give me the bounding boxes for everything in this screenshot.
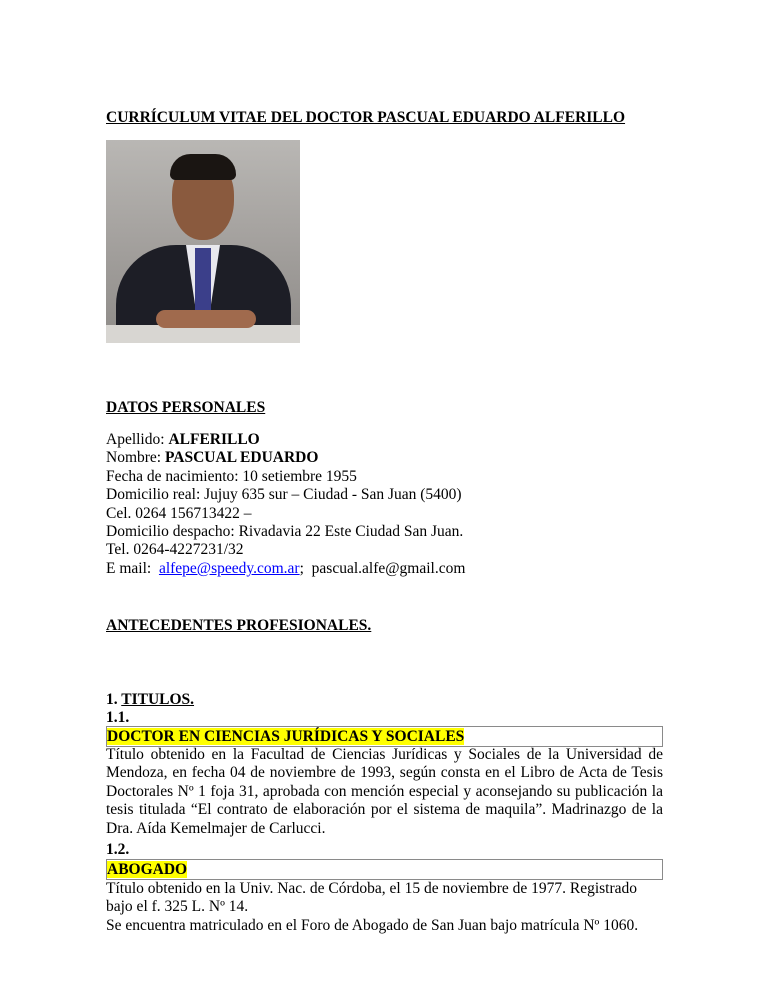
telephone: Tel. 0264-4227231/32 — [106, 541, 244, 559]
personal-data-block — [106, 431, 663, 578]
titulos-heading: 1. TITULOS. — [106, 691, 195, 708]
office-address: Domicilio despacho: Rivadavia 22 Este Ciudad San Juan. — [106, 523, 464, 541]
abogado-matricula: Se encuentra matriculado en el Foro de Abogado de San Juan bajo matrícula Nº 1060. — [106, 916, 639, 934]
section-number-1-1: 1.1. — [106, 709, 130, 726]
doctor-title-box — [106, 726, 663, 747]
section-number-1-2: 1.2. — [106, 841, 130, 858]
abogado-body: Título obtenido en la Univ. Nac. de Córdoba, el 15 de noviembre de 1977. Registrado bajo el f. 325 L. Nº 14. — [106, 880, 638, 916]
doctor-title: DOCTOR EN CIENCIAS JURÍDICAS Y SOCIALES — [107, 728, 465, 745]
cell-phone: Cel. 0264 156713422 – — [106, 504, 252, 522]
apellido-line: Apellido: ALFERILLO — [106, 431, 260, 448]
email-link[interactable]: alfepe@speedy.com.ar — [158, 559, 300, 577]
document-title: CURRÍCULUM VITAE DEL DOCTOR PASCUAL EDUARDO ALFERILLO — [106, 109, 626, 126]
abogado-description — [106, 880, 663, 935]
email-line: E mail: alfepe@speedy.com.ar; pascual.alfe@gmail.com — [106, 559, 466, 577]
antecedentes-heading: ANTECEDENTES PROFESIONALES. — [106, 617, 372, 634]
birth-date: Fecha de nacimiento: 10 setiembre 1955 — [106, 467, 357, 485]
nombre-line: Nombre: PASCUAL EDUARDO — [106, 449, 319, 467]
abogado-title: ABOGADO — [107, 861, 188, 878]
portrait-photo — [106, 140, 300, 343]
email-secondary: pascual.alfe@gmail.com — [311, 559, 466, 577]
doctor-description: Título obtenido en la Facultad de Ciencias Jurídicas y Sociales de la Universidad de Mendoza, en fecha 04 de noviembre de 1993, según consta en el Libro de Acta de Tesis Doctorales Nº 1 foja 31, aprobada con mención especial y aconsejando su publicación la tesis titulada “El contrato de elaboración por el sistema de maquila”. Madrinazgo de la Dra. Aída Kemelmajer de Carlucci. — [106, 746, 663, 837]
abogado-title-box — [106, 859, 663, 880]
personal-data-heading: DATOS PERSONALES — [106, 399, 266, 416]
home-address: Domicilio real: Jujuy 635 sur – Ciudad - San Juan (5400) — [106, 486, 462, 504]
